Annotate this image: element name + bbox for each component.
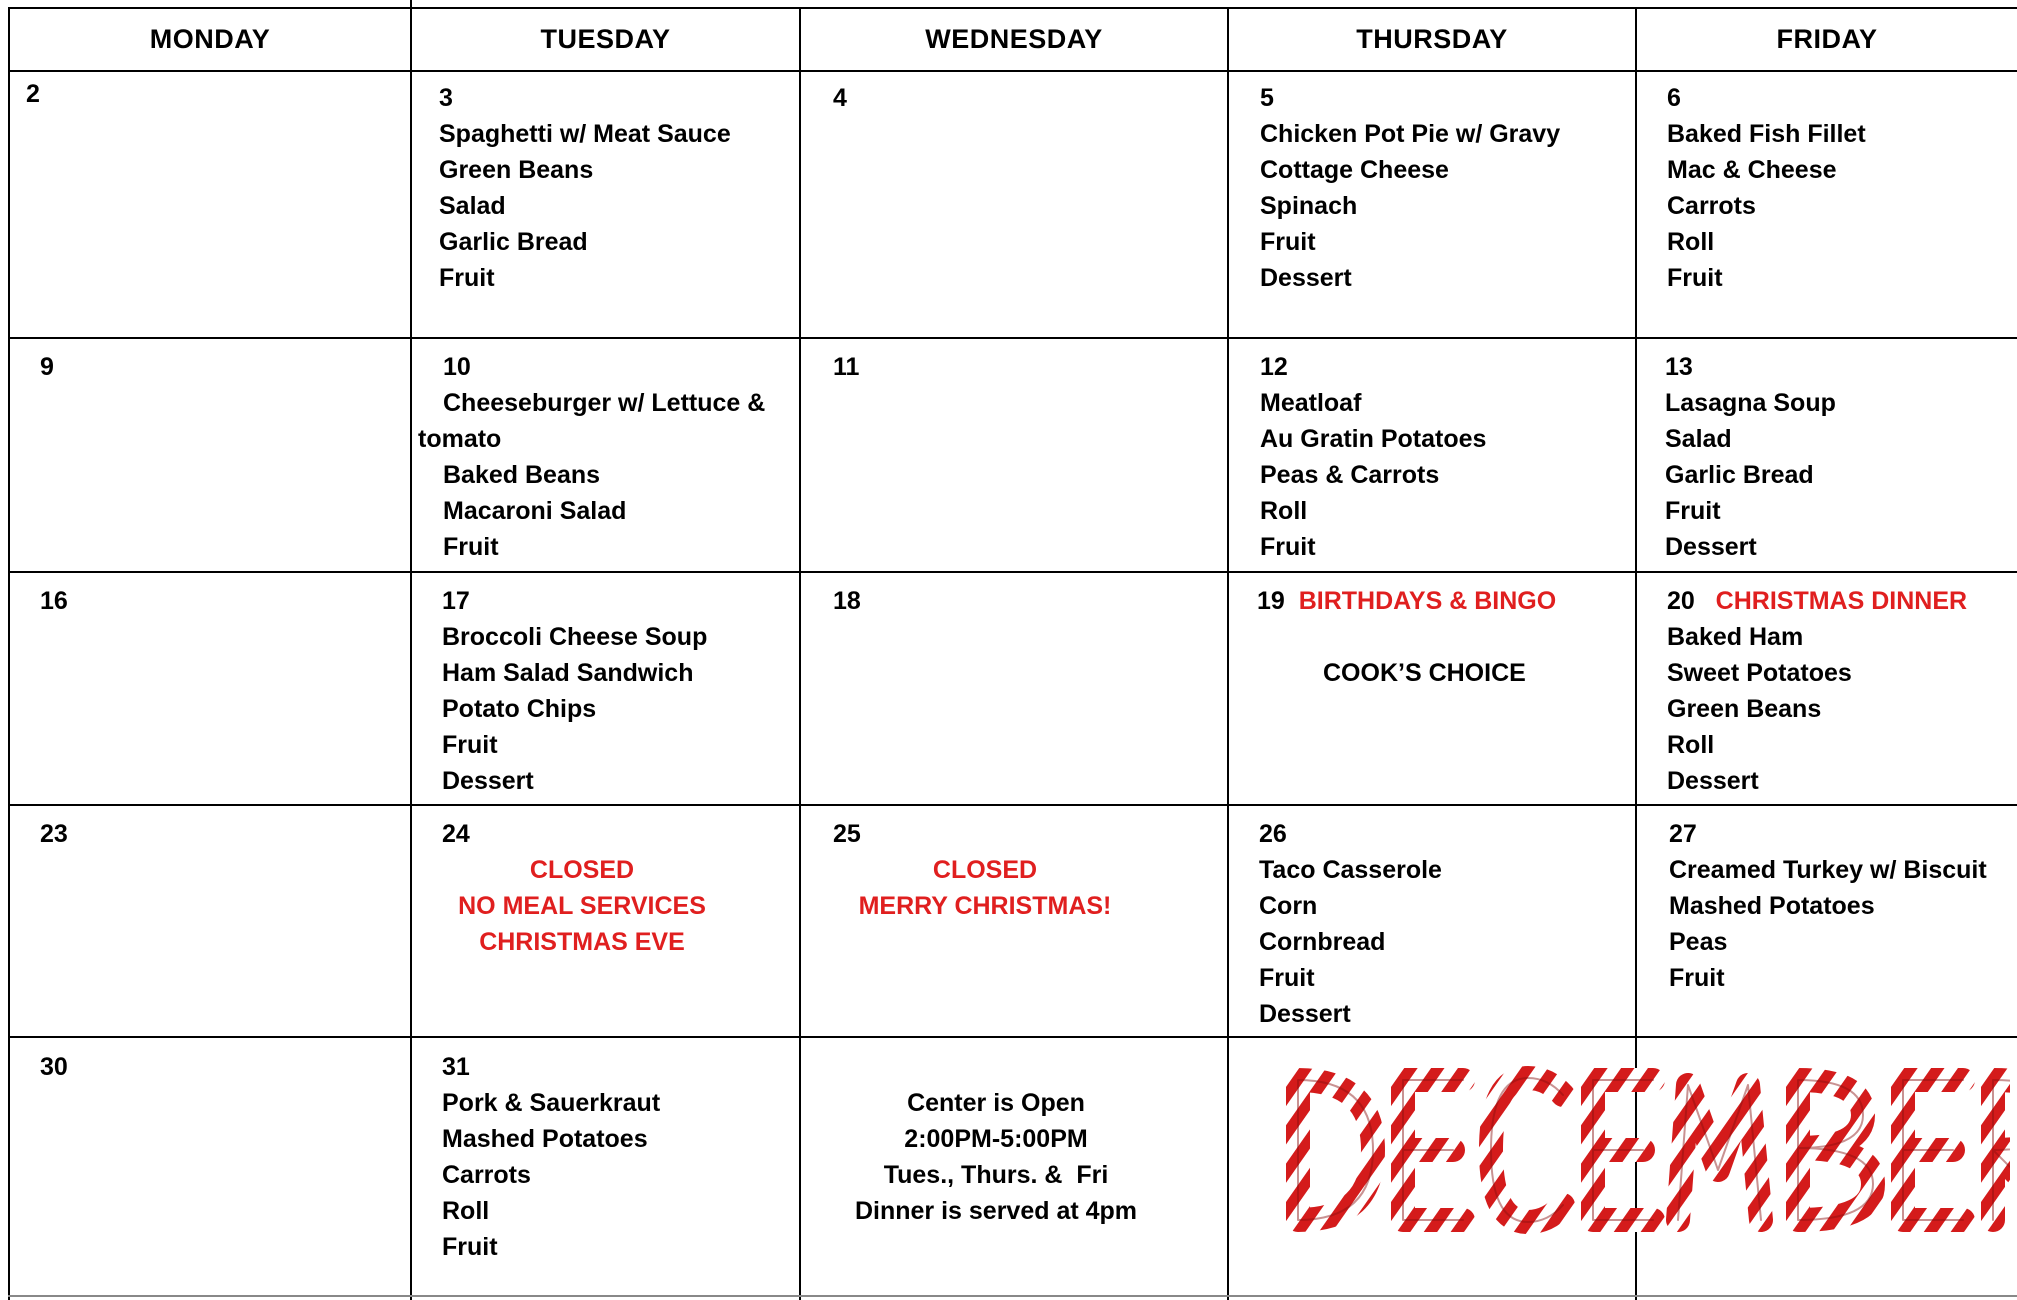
menu-item: Roll [1667, 228, 1715, 256]
day-cell [40, 1049, 68, 1085]
day-number: 25 [833, 820, 861, 848]
menu-item: Chicken Pot Pie w/ Gravy [1260, 120, 1561, 148]
menu-item: Fruit [442, 731, 498, 759]
closed-line: CLOSED [932, 856, 1038, 884]
menu-item: Baked Ham [1667, 623, 1804, 651]
day-number: 10 [443, 353, 471, 381]
day-cell [40, 349, 54, 385]
day-cell [1260, 349, 1486, 565]
menu-item: Cheeseburger w/ Lettuce & [443, 389, 766, 417]
menu-item: Carrots [1667, 192, 1756, 220]
day-cell [1665, 349, 1836, 565]
info-line: 2:00PM-5:00PM [904, 1125, 1088, 1153]
menu-item: Macaroni Salad [443, 497, 627, 525]
day-number: 30 [40, 1053, 68, 1081]
menu-item: Fruit [1260, 533, 1316, 561]
menu-item: Green Beans [1667, 695, 1822, 723]
grid-line [8, 70, 2017, 72]
day-cell [439, 80, 731, 296]
event-label: CHRISTMAS DINNER [1715, 587, 1968, 615]
header-wednesday: WEDNESDAY [925, 23, 1103, 54]
menu-item: Roll [442, 1197, 490, 1225]
day-cell [833, 816, 861, 852]
day-cell [1257, 583, 1627, 691]
banner-letter-c [1491, 1078, 1563, 1222]
closed-line: MERRY CHRISTMAS! [858, 892, 1112, 920]
menu-item: Fruit [443, 533, 499, 561]
banner-letter-d [1298, 1080, 1373, 1220]
day-number: 2 [26, 80, 40, 108]
menu-item: Fruit [1667, 264, 1723, 292]
info-line: Dinner is served at 4pm [854, 1197, 1138, 1225]
day-number: 23 [40, 820, 68, 848]
menu-item: Mac & Cheese [1667, 156, 1837, 184]
day-cell [40, 816, 68, 852]
day-cell [442, 1049, 660, 1265]
day-number: 11 [833, 353, 860, 381]
header-thursday: THURSDAY [1356, 23, 1508, 54]
menu-item: Spaghetti w/ Meat Sauce [439, 120, 731, 148]
day-cell [442, 583, 707, 799]
menu-item: Dessert [1260, 264, 1352, 292]
menu-item: Meatloaf [1260, 389, 1362, 417]
menu-item: Pork & Sauerkraut [442, 1089, 661, 1117]
day-cell [1260, 80, 1560, 296]
info-line: Center is Open [907, 1089, 1085, 1117]
menu-item: Baked Beans [443, 461, 601, 489]
menu-item: Sweet Potatoes [1667, 659, 1852, 687]
day-cell [40, 583, 68, 619]
grid-line [8, 8, 10, 1300]
grid-line [8, 571, 2017, 573]
grid-line [1227, 8, 1229, 1300]
day-number: 24 [442, 820, 470, 848]
day-number: 9 [40, 353, 54, 381]
header-friday: FRIDAY [1776, 23, 1878, 54]
menu-item: Garlic Bread [439, 228, 588, 256]
day-number: 4 [833, 84, 847, 112]
day-number: 19 [1257, 587, 1285, 615]
grid-line [8, 804, 2017, 806]
menu-item: Garlic Bread [1665, 461, 1814, 489]
menu-item: Green Beans [439, 156, 594, 184]
day-cell [442, 816, 470, 852]
menu-item: Lasagna Soup [1665, 389, 1836, 417]
day-cell [833, 80, 847, 116]
grid-line [8, 337, 2017, 339]
day-number: 20 [1667, 587, 1695, 615]
menu-item: Baked Fish Fillet [1667, 120, 1866, 148]
center-hours-info [801, 1085, 1191, 1229]
menu-item: Dessert [442, 767, 534, 795]
menu-item: Potato Chips [442, 695, 597, 723]
december-banner [1270, 1060, 2010, 1240]
menu-item: Fruit [439, 264, 495, 292]
header-tuesday: TUESDAY [540, 23, 671, 54]
menu-item: Roll [1667, 731, 1715, 759]
grid-line [8, 1295, 2017, 1297]
menu-item: Mashed Potatoes [442, 1125, 648, 1153]
menu-item: Roll [1260, 497, 1308, 525]
day-number: 18 [833, 587, 861, 615]
menu-item: Fruit [1669, 964, 1725, 992]
closed-line: NO MEAL SERVICES [458, 892, 706, 920]
menu-item: Salad [439, 192, 506, 220]
info-line: Tues., Thurs. & Fri [883, 1161, 1109, 1189]
menu-item: tomato [418, 425, 502, 453]
day-cell [26, 76, 40, 112]
header-monday: MONDAY [149, 23, 271, 54]
menu-note: COOK’S CHOICE [1323, 659, 1526, 687]
menu-item: Dessert [1667, 767, 1759, 795]
closed-line: CHRISTMAS EVE [479, 928, 685, 956]
day-number: 3 [439, 84, 453, 112]
menu-item: Spinach [1260, 192, 1358, 220]
day-number: 17 [442, 587, 470, 615]
closed-notice [801, 852, 1169, 924]
menu-item: Fruit [1665, 497, 1721, 525]
menu-item: Broccoli Cheese Soup [442, 623, 708, 651]
day-number: 6 [1667, 84, 1681, 112]
day-number: 27 [1669, 820, 1697, 848]
menu-item: Peas & Carrots [1260, 461, 1440, 489]
banner-letter-m [1678, 1085, 1761, 1220]
menu-item: Salad [1665, 425, 1732, 453]
menu-item: Au Gratin Potatoes [1260, 425, 1487, 453]
day-cell [833, 349, 859, 385]
day-number: 12 [1260, 353, 1288, 381]
menu-item: Dessert [1665, 533, 1757, 561]
menu-item: Creamed Turkey w/ Biscuit [1669, 856, 1987, 884]
event-label: BIRTHDAYS & BINGO [1298, 587, 1557, 615]
grid-line [410, 0, 412, 1300]
menu-item: Dessert [1259, 1000, 1351, 1028]
menu-item: Fruit [1259, 964, 1315, 992]
menu-item: Fruit [442, 1233, 498, 1261]
menu-item: Corn [1259, 892, 1318, 920]
menu-item: Cornbread [1259, 928, 1386, 956]
menu-item: Fruit [1260, 228, 1316, 256]
day-cell [1669, 816, 1987, 996]
closed-line: CLOSED [529, 856, 635, 884]
menu-item: Carrots [442, 1161, 531, 1189]
day-number: 5 [1260, 84, 1274, 112]
day-number: 26 [1259, 820, 1287, 848]
day-number: 31 [442, 1053, 470, 1081]
day-cell [833, 583, 861, 619]
day-number: 13 [1665, 353, 1693, 381]
day-number: 16 [40, 587, 68, 615]
day-cell [1667, 80, 1866, 296]
menu-item: Cottage Cheese [1260, 156, 1449, 184]
banner-letter-b [1798, 1080, 1873, 1220]
grid-line [8, 1036, 2017, 1038]
menu-item: Ham Salad Sandwich [442, 659, 694, 687]
menu-item: Mashed Potatoes [1669, 892, 1875, 920]
day-cell [1667, 583, 1967, 799]
menu-item: Peas [1669, 928, 1728, 956]
menu-item: Taco Casserole [1259, 856, 1442, 884]
day-cell [418, 349, 765, 565]
day-cell [1259, 816, 1442, 1032]
closed-notice [412, 852, 752, 960]
